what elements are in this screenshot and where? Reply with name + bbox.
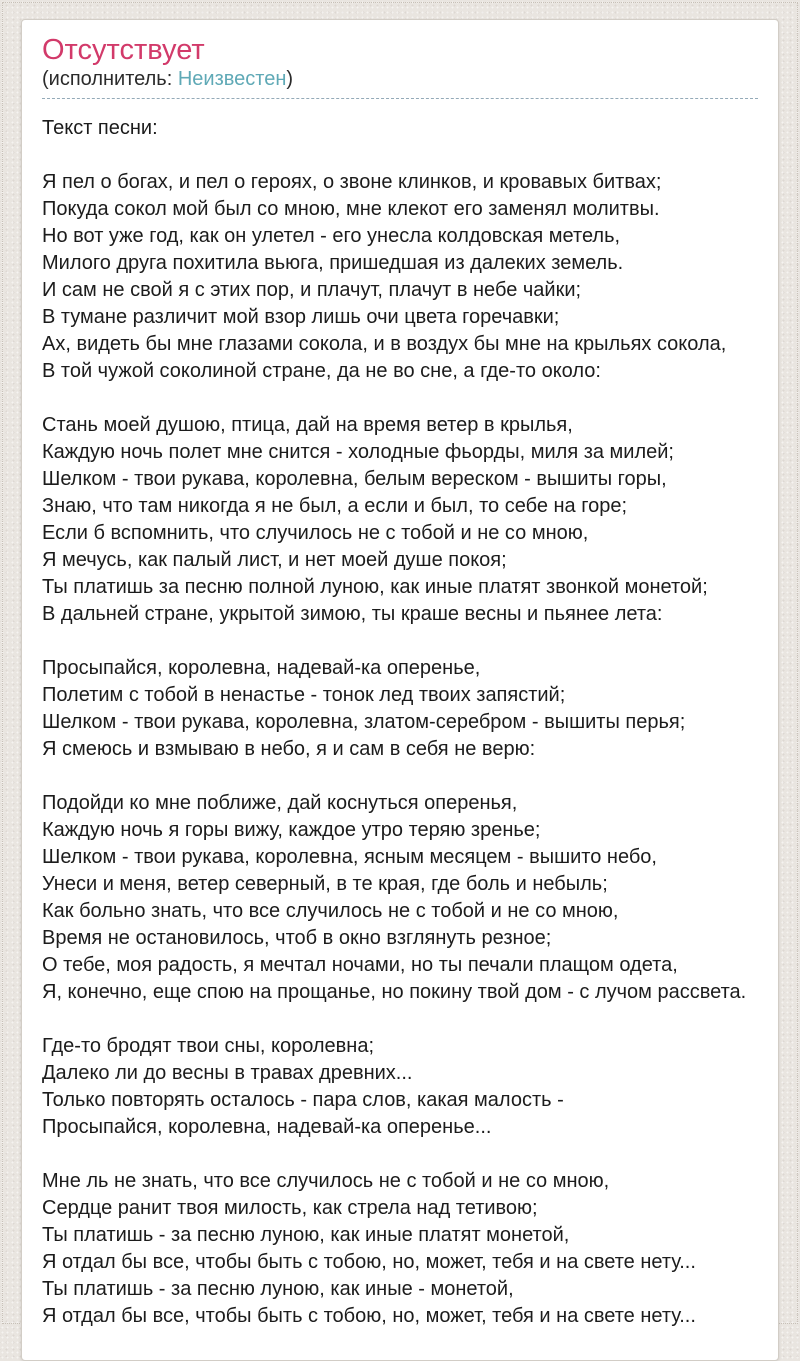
content-card: [21, 19, 779, 1361]
stanza: Я пел о богах, и пел о героях, о звоне клинков, и кровавых битвах; Покуда сокол мой был со мною, мне клекот его заменял молитвы. Но вот уже год, как он улетел - его унесла колдовская метель, Милого друга похитила вьюга, пришедшая из далеких земель. И сам не свой я с этих пор, и плачут, плачут в небе чайки; В тумане различит мой взор лишь очи цвета горечавки; Ах, видеть бы мне глазами сокола, и в воздух бы мне на крыльях сокола, В той чужой соколиной стране, да не во сне, а где-то около:: [42, 171, 727, 382]
artist-prefix: (исполнитель:: [42, 68, 178, 90]
song-title-link[interactable]: Отсутствует: [42, 34, 205, 66]
artist-line: [42, 68, 758, 91]
lyrics: [42, 169, 758, 1330]
stanza: Стань моей душою, птица, дай на время ветер в крылья, Каждую ночь полет мне снится - холодные фьорды, миля за милей; Шелком - твои рукава, королевна, белым вереском - вышиты горы, Знаю, что там никогда я не был, а если и был, то себе на горе; Если б вспомнить, что случилось не с тобой и не со мною, Я мечусь, как палый лист, и нет моей душе покоя; Ты платишь за песню полной луною, как иные платят звонкой монетой; В дальней стране, укрытой зимою, ты краше весны и пьянее лета:: [42, 414, 708, 625]
artist-suffix: ): [286, 68, 294, 90]
song-header: [42, 34, 758, 99]
stanza: Где-то бродят твои сны, королевна; Далеко ли до весны в травах древних... Только повторять осталось - пара слов, какая малость - Просыпайся, королевна, надевай-ка оперенье...: [42, 1035, 564, 1138]
lyrics-label: Текст песни:: [42, 117, 158, 139]
stanza: Подойди ко мне поближе, дай коснуться оперенья, Каждую ночь я горы вижу, каждое утро теряю зренье; Шелком - твои рукава, королевна, ясным месяцем - вышито небо, Унеси и меня, ветер северный, в те края, где боль и небыль; Как больно знать, что все случилось не с тобой и не со мною, Время не остановилось, чтоб в окно взглянуть резное; О тебе, моя радость, я мечтал ночами, но ты печали плащом одета, Я, конечно, еще спою на прощанье, но покину твой дом - с лучом рассвета.: [42, 792, 747, 1003]
stanza: Просыпайся, королевна, надевай-ка оперенье, Полетим с тобой в ненастье - тонок лед твоих запястий; Шелком - твои рукава, королевна, златом-серебром - вышиты перья; Я смеюсь и взмываю в небо, я и сам в себя не верю:: [42, 657, 686, 760]
artist-link[interactable]: Неизвестен: [177, 68, 287, 90]
stanza: Мне ль не знать, что все случилось не с тобой и не со мною, Сердце ранит твоя милость, как стрела над тетивою; Ты платишь - за песню луною, как иные платят монетой, Я отдал бы все, чтобы быть с тобою, но, может, тебя и на свете нету... Ты платишь - за песню луною, как иные - монетой, Я отдал бы все, чтобы быть с тобою, но, может, тебя и на свете нету...: [42, 1170, 696, 1327]
